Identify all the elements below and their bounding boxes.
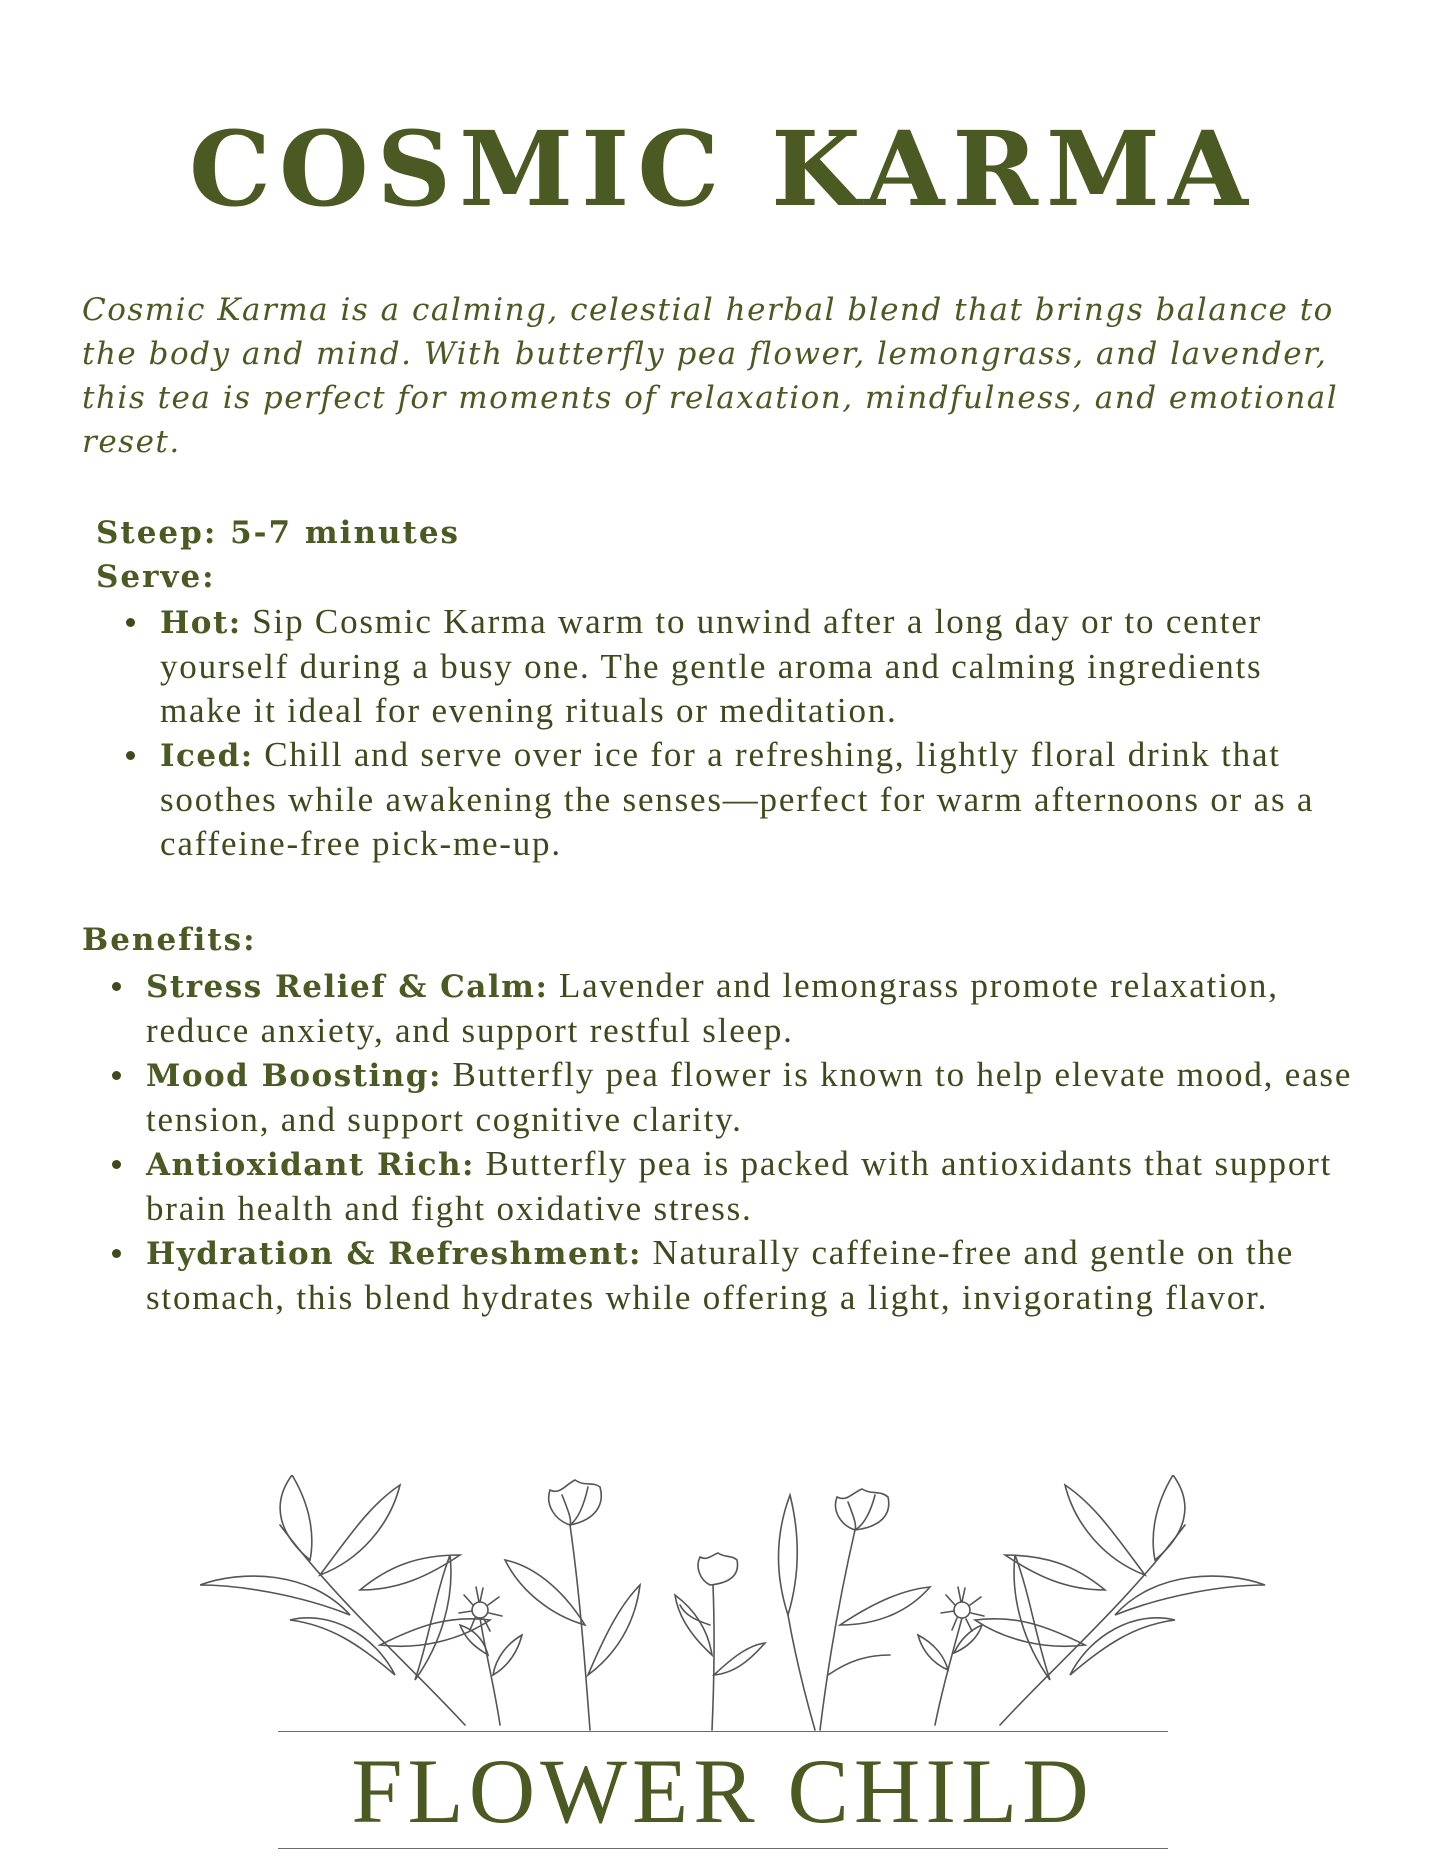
benefit-item-hydration (146, 1231, 1366, 1320)
floral-line-art-icon (200, 1475, 1270, 1735)
divider-bottom (278, 1848, 1168, 1849)
divider-top (278, 1731, 1168, 1732)
benefit-item-text: Butterfly pea flower is known to help elevate mood, ease tension, and support cognitive clarity. (146, 1055, 1353, 1139)
serve-item-label: Hot: (160, 605, 242, 641)
serve-item-hot (160, 600, 1320, 733)
benefit-item-text: Lavender and lemongrass promote relaxation, reduce anxiety, and support restful sleep. (146, 966, 1279, 1050)
serve-item-text: Sip Cosmic Karma warm to unwind after a long day or to center yourself during a busy one. The gentle aroma and calming ingredients make it ideal for evening rituals or meditation. (160, 602, 1263, 730)
serve-item-label: Iced: (160, 738, 254, 774)
benefit-item-label: Hydration & Refreshment: (146, 1236, 642, 1272)
steep-time: Steep: 5-7 minutes (96, 515, 461, 551)
benefit-item-label: Stress Relief & Calm: (146, 969, 549, 1005)
benefits-heading: Benefits: (82, 922, 257, 958)
benefits-list (146, 964, 1366, 1320)
benefit-item-mood-boosting (146, 1053, 1366, 1142)
benefit-item-text: Naturally caffeine-free and gentle on the stomach, this blend hydrates while offering a light, invigorating flavor. (146, 1233, 1295, 1317)
benefit-item-text: Butterfly pea is packed with antioxidants that support brain health and fight oxidative stress. (146, 1144, 1333, 1228)
benefit-item-stress-relief (146, 964, 1366, 1053)
brand-name: FLOWER CHILD (351, 1740, 1094, 1842)
intro-paragraph: Cosmic Karma is a calming, celestial herbal blend that brings balance to the body and mind. With butterfly pea flower, lemongrass, and lavender, this tea is perfect for moments of relaxation, mindfulness, and emotional reset. (82, 292, 1339, 460)
serve-item-text: Chill and serve over ice for a refreshing, lightly floral drink that soothes while awakening the senses—perfect for warm afternoons or as a caffeine-free pick-me-up. (160, 735, 1315, 863)
page-title: COSMIC KARMA (189, 109, 1256, 230)
serve-heading: Serve: (96, 559, 216, 595)
benefit-item-label: Antioxidant Rich: (146, 1147, 475, 1183)
benefit-item-label: Mood Boosting: (146, 1058, 442, 1094)
serve-item-iced (160, 733, 1320, 866)
benefit-item-antioxidant (146, 1142, 1366, 1231)
serve-list (160, 600, 1320, 866)
